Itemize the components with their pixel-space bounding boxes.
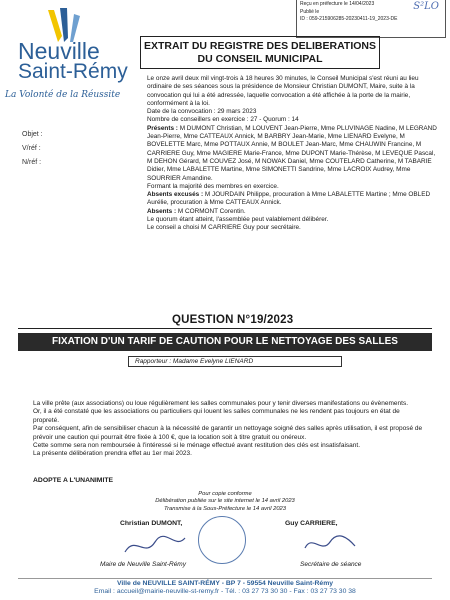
- certification-line-2: Délibération publiée sur le site internet le 14 avril 2023: [155, 498, 295, 505]
- stamp-signature: S²LO: [413, 1, 439, 12]
- absents-paragraph: [147, 208, 437, 216]
- paragraph-5: La présente délibération prendra effet au 1er mai 2023.: [33, 450, 192, 458]
- intro-paragraph: Le onze avril deux mil vingt-trois à 18 heures 30 minutes, le Conseil Municipal s'est réuni au lieu ordinaire de ses séances sous la présidence de Monsieur Christian DUMONT, Maire, suite à la convocation qui lui a été adressée, laquelle convocation a été affichée à la porte de la mairie, conformément à la loi.: [147, 75, 419, 107]
- town-seal-icon: [198, 516, 246, 564]
- excused-list: M JOURDAIN Philippe, procuration à Mme LABALETTE Martine ; Mme OBLED Aurélie, procuration à Mme CATTEAUX Annick.: [147, 191, 431, 207]
- header-line-1: EXTRAIT DU REGISTRE DES DELIBERATIONS: [144, 40, 376, 52]
- footer-contact: Email : accueil@mairie-neuville-st-remy.fr - Tél. : 03 27 73 30 30 - Fax : 03 27 73 30 38: [94, 588, 356, 595]
- label-vref: V/réf :: [22, 145, 41, 152]
- convocation-date: Date de la convocation : 29 mars 2023: [147, 108, 257, 116]
- question-number: QUESTION N°19/2023: [172, 314, 294, 326]
- deliberation-title: FIXATION D'UN TARIF DE CAUTION POUR LE NETTOYAGE DES SALLES: [18, 333, 432, 351]
- label-nref: N/réf :: [22, 159, 42, 166]
- mayor-signature-icon: [120, 530, 190, 560]
- paragraph-1: La ville prête (aux associations) ou loue régulièrement les salles communales pour y tenir diverses manifestations ou évènements.: [33, 400, 409, 407]
- secretary-note: Le conseil a choisi M CARRIERE Guy pour secrétaire.: [147, 224, 301, 232]
- stamp-line-id: ID : 059-215906285-20230411-19_2023-DE: [300, 16, 398, 22]
- majority-note: Formant la majorité des membres en exercice.: [147, 182, 279, 190]
- excused-label: Absents excusés :: [147, 191, 204, 199]
- question-divider: [18, 328, 432, 329]
- footer-address: Ville de NEUVILLE SAINT-RÉMY - BP 7 - 59554 Neuville Saint-Rémy: [116, 580, 334, 587]
- paragraph-3: Par conséquent, afin de sensibiliser chacun à la nécessité de garantir un nettoyage soigné des salles après utilisation, il est proposé de prévoir une caution qui pourrait être fixée à 100 €, que la location soit à titre gratuit ou onéreux.: [33, 425, 423, 441]
- presents-label: Présents :: [147, 124, 178, 132]
- stamp-line-published: Publié le: [300, 8, 320, 15]
- secretary-role: Secrétaire de séance: [300, 561, 362, 568]
- logo-subname: Saint-Rémy: [18, 60, 128, 83]
- presents-list: M DUMONT Christian, M LOUVENT Jean-Pierre, Mme PLUVINAGE Nadine, M LEGRAND Jean-Pierre, Mme CATTEAUX Annick, M BARBRY Jean-Marie, Mme LIENARD Evelyne, M BOVELETTE Marc, Mme POTTAUX Annie, M BOULET Jean-Marc, Mme CHAUWIN Francine, M CARRIERE Guy, Mme MAGIERE Marie-France, Mme DUPONT Marie-Thérèse, M LEVEQUE Pascal, M DEHON Gérard, M COUVEZ José, M NOWAK Daniel, Mme COUTELARD Catherine, M TABARIE Didier, Mme LABALETTE Martine, Mme SIMONETTI Sandrine, Mme LACROIX Audrey, Mme SOURRIER Amandine.: [147, 124, 437, 182]
- rapporteur: Rapporteur : Madame Evelyne LIENARD: [128, 356, 342, 367]
- paragraph-4: Cette somme sera non remboursée à l'intéressé si le ménage effectué avant restitution des clés est insatisfaisant.: [33, 442, 361, 450]
- mayor-role: Maire de Neuville Saint-Rémy: [100, 561, 186, 568]
- logo-tagline: La Volonté de la Réussite: [5, 90, 121, 100]
- secretary-name: Guy CARRIERE,: [285, 520, 338, 527]
- session-details: [147, 75, 437, 233]
- deliberation-text: [33, 400, 423, 459]
- presents-paragraph: [147, 125, 437, 183]
- quorum-note: Le quorum étant atteint, l'assemblée peut valablement délibérer.: [147, 216, 329, 224]
- vote-result: ADOPTE A L'UNANIMITE: [33, 477, 114, 484]
- certification: [120, 491, 330, 513]
- prefecture-stamp: [296, 0, 446, 38]
- councillors-count: Nombre de conseillers en exercice : 27 - Quorum : 14: [147, 116, 299, 124]
- document-header: [140, 36, 380, 69]
- logo-name: Neuville: [18, 38, 100, 64]
- stamp-line-received: Reçu en préfecture le 14/04/2023: [300, 1, 375, 7]
- paragraph-2: Or, il a été constaté que les associations ou particuliers qui louent les salles communales ne les rendent pas toujours en état de propreté.: [33, 408, 400, 424]
- label-objet: Objet :: [22, 131, 43, 138]
- absents-list: M CORMONT Corentin.: [177, 207, 246, 215]
- excused-paragraph: [147, 191, 437, 208]
- mayor-name: Christian DUMONT,: [120, 520, 183, 527]
- header-line-2: DU CONSEIL MUNICIPAL: [197, 53, 323, 65]
- certification-line-1: Pour copie conforme: [198, 491, 252, 497]
- certification-line-3: Transmise à la Sous-Préfecture le 14 avril 2023: [163, 505, 286, 512]
- footer-divider: [18, 578, 432, 579]
- reference-labels: [22, 128, 43, 170]
- absents-label: Absents :: [147, 207, 177, 215]
- secretary-signature-icon: [300, 528, 360, 558]
